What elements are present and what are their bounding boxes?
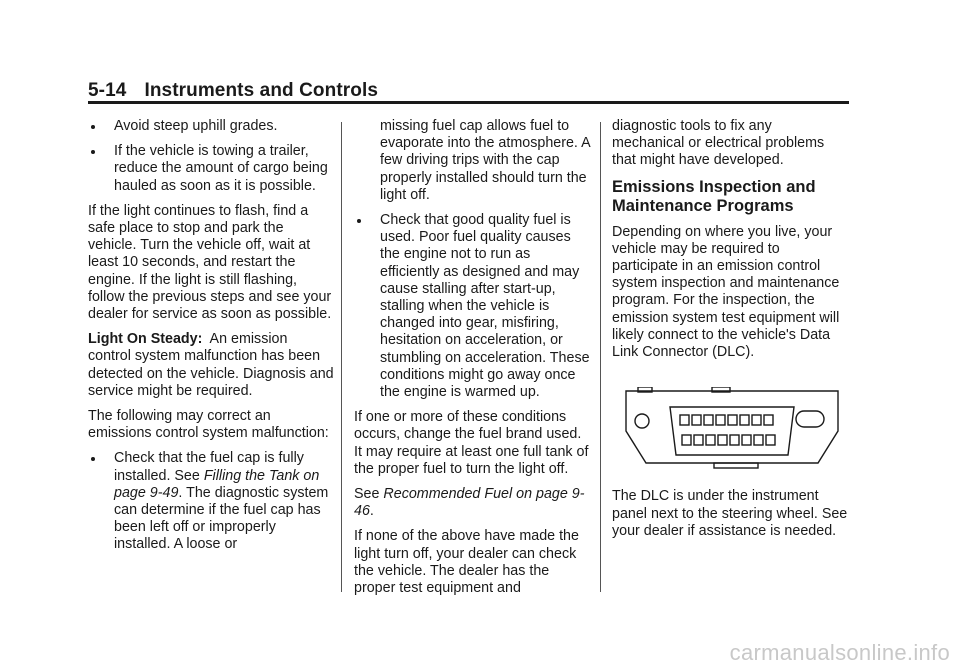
- bullet-icon: [91, 150, 95, 154]
- column-2: [354, 118, 592, 605]
- term-label: Light On Steady:: [88, 331, 203, 348]
- column-divider: [341, 122, 342, 592]
- bullet-icon: [91, 125, 95, 129]
- bullet-icon: [91, 457, 95, 461]
- column-divider: [600, 122, 601, 592]
- list-item-continuation: missing fuel cap allows fuel to evaporate into the atmosphere. A few driving trips with the cap properly installed should turn the light off.: [380, 118, 590, 203]
- column-3: [612, 118, 848, 548]
- dlc-connector-illustration: [622, 387, 842, 469]
- list-item: Check that good quality fuel is used. Poor fuel quality causes the engine not to run as efficiently as designed and may cause stalling after start-up, stalling when the vehicle is changed into gear, misfiring, hesitation on acceleration, or stumbling on acceleration. These conditions might go away once the engine is warmed up.: [354, 212, 592, 401]
- cross-reference-link[interactable]: Filling the Tank on page 9-49: [114, 467, 320, 501]
- paragraph: Light On Steady: An emission control system malfunction has been detected on the vehicle. Diagnosis and service might be required.: [88, 331, 334, 399]
- page-header: [88, 80, 378, 102]
- list-item: Avoid steep uphill grades.: [88, 118, 334, 135]
- header-rule: [88, 101, 849, 104]
- paragraph: diagnostic tools to fix any mechanical or electrical problems that might have developed.: [612, 118, 825, 169]
- paragraph: If one or more of these conditions occurs, change the fuel brand used. It may require at least one full tank of the proper fuel to turn the light off.: [354, 409, 589, 477]
- column-1: [88, 118, 334, 562]
- paragraph: If none of the above have made the light turn off, your dealer can check the vehicle. The dealer has the proper test equipment and: [354, 528, 579, 597]
- paragraph: The DLC is under the instrument panel next to the steering wheel. See your dealer if assistance is needed.: [612, 488, 848, 539]
- paragraph: See Recommended Fuel on page 9-46.: [354, 486, 585, 520]
- section-heading: Emissions Inspection and Maintenance Programs: [612, 177, 816, 215]
- paragraph: The following may correct an emissions control system malfunction:: [88, 408, 329, 442]
- paragraph: Depending on where you live, your vehicle may be required to participate in an emission control system inspection and maintenance program. For the inspection, the emission system test equipment will likely connect to the vehicle's Data Link Connector (DLC).: [612, 223, 840, 361]
- section-number: 5-14: [88, 80, 127, 101]
- paragraph: If the light continues to flash, find a safe place to stop and park the vehicle. Turn the vehicle off, wait at least 10 seconds, and restart the engine. If the light is still flashing, follow the previous steps and see your dealer for service as soon as possible.: [88, 202, 332, 323]
- bullet-icon: [357, 219, 361, 223]
- list-item: If the vehicle is towing a trailer, reduce the amount of cargo being hauled as soon as it is possible.: [88, 143, 334, 195]
- watermark: carmanualsonline.info: [729, 640, 950, 665]
- chapter-title: Instruments and Controls: [144, 80, 379, 101]
- cross-reference-link[interactable]: Recommended Fuel on page 9-46: [354, 486, 585, 520]
- list-item: Check that the fuel cap is fully installed. See Filling the Tank on page 9-49. The diagnostic system can determine if the fuel cap has been left off or improperly installed. A loose or: [88, 450, 334, 553]
